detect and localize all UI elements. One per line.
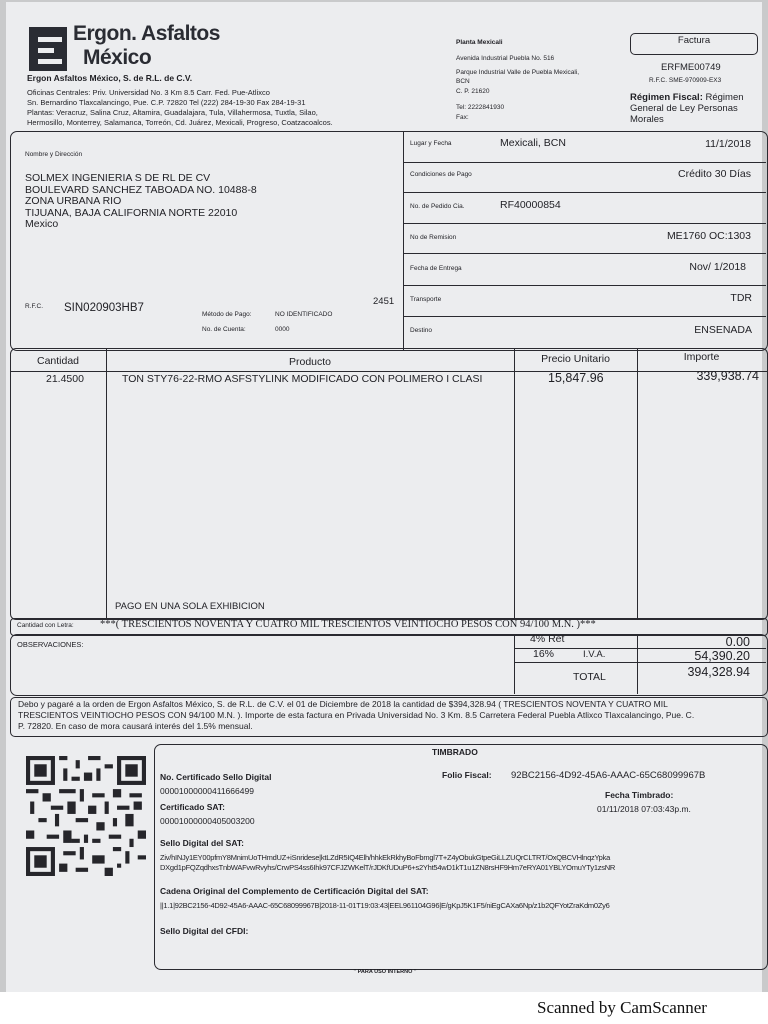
qr-code-icon (26, 756, 146, 876)
iva-rate: 16% (533, 648, 555, 660)
items-table (10, 348, 768, 620)
total-value: 394,328.94 (687, 665, 750, 679)
client-code: 2451 (373, 296, 395, 307)
iva-value: 54,390.20 (694, 649, 750, 663)
invoice-number: ERFME00749 (661, 62, 721, 73)
item-quantity: 21.4500 (46, 373, 84, 385)
company-address (27, 88, 333, 128)
promissory-note (18, 699, 694, 732)
plant-line (456, 96, 579, 103)
ret-label: 4% Ret (530, 633, 565, 645)
invoice-rfc: R.F.C. SME-970909-EX3 (649, 77, 722, 84)
sat-cert-label: Certificado SAT: (160, 802, 226, 812)
detail-value-right: Nov/ 1/2018 (689, 261, 746, 273)
detail-label: Lugar y Fecha (410, 140, 452, 147)
detail-value-right: Crédito 30 Días (678, 168, 751, 180)
plant-title: Planta Mexicali (456, 39, 503, 46)
item-unit-price: 15,847.96 (548, 371, 604, 385)
payment-method-label: Método de Pago: (202, 311, 252, 318)
plant-line: BCN (456, 78, 470, 85)
ergon-logo-icon (29, 27, 67, 71)
item-product: TON STY76-22-RMO ASFSTYLINK MODIFICADO CON POLIMERO I CLASI (122, 373, 483, 385)
detail-label: Transporte (410, 296, 442, 303)
client-line: SOLMEX INGENIERIA S DE RL DE CV (25, 172, 211, 184)
sat-seal-line: DXgd1pFQZqdhxsTnbWAFvwRvyhs/CrwPS4ss6Ihk97CFJZWKelT/rJDKfUDuP6+s2Yht54wD1kT1u1ZN8rsHF9Hm7eRYA01YBLYOmuYTy1zsNR (160, 863, 616, 872)
detail-label: Condiciones de Pago (410, 171, 472, 178)
detail-value-right: 11/1/2018 (705, 138, 751, 150)
detail-value: RF40000854 (500, 199, 561, 211)
stamp-title: TIMBRADO (432, 747, 478, 757)
item-amount: 339,938.74 (696, 369, 759, 383)
items-note: PAGO EN UNA SOLA EXHIBICION (115, 601, 265, 612)
company-address-line: Hermosillo, Monterrey, Salamanca, Torreón, Cd. Juárez, Mexicali, Progreso, Coatzacoalcos. (27, 118, 333, 127)
detail-label: No. de Pedido Cia. (410, 203, 465, 210)
promissory-line: Debo y pagaré a la orden de Ergon Asfaltos México, S. de R.L. de C.V. el 01 de Diciembre de 2018 la cantidad de $394,328.94 ( TRESCIENTOS NOVENTA Y CUATRO MIL (18, 699, 668, 709)
cfdi-seal-label: Sello Digital del CFDI: (160, 926, 249, 936)
payment-method: NO IDENTIFICADO (275, 311, 333, 318)
promissory-line: P. 72820. En caso de mora causará interés del 1.5% mensual. (18, 721, 253, 731)
plant-line: C. P. 21620 (456, 87, 490, 95)
column-header-product: Producto (288, 356, 332, 368)
plant-line: Avenida Industrial Puebla No. 516 (456, 55, 555, 62)
chain-label: Cadena Original del Complemento de Certificación Digital del SAT: (160, 886, 429, 896)
cert-label: No. Certificado Sello Digital (160, 772, 272, 782)
items-col-rule (637, 349, 638, 618)
sat-cert-value: 00001000000405003200 (160, 816, 255, 826)
detail-rule (403, 162, 766, 163)
detail-label: Destino (410, 327, 433, 334)
fiscal-regime-value: General de Ley Personas (630, 103, 738, 114)
plant-line: Parque Industrial Valle de Puebla Mexicali, (456, 68, 580, 76)
iva-label: I.V.A. (583, 649, 606, 660)
fiscal-regime-label: Régimen Fiscal: (630, 92, 703, 103)
observations-label: OBSERVACIONES: (17, 640, 84, 649)
detail-rule (403, 192, 766, 193)
client-line: BOULEVARD SANCHEZ TABOADA NO. 10488-8 (25, 183, 257, 196)
client-details-divider (403, 131, 404, 350)
account-number: 0000 (275, 326, 290, 333)
fiscal-regime-value: Morales (630, 114, 664, 125)
company-address-line: Oficinas Centrales: Priv. Universidad No. 3 Km 8.5 Carr. Fed. Pue-Atlixco (27, 88, 270, 97)
totals-divider (637, 634, 638, 694)
client-label: Nombre y Dirección (25, 151, 83, 158)
folio-value: 92BC2156-4D92-45A6-AAAC-65C68099967B (511, 770, 706, 781)
detail-value-right: ENSENADA (694, 324, 752, 336)
fiscal-regime (630, 92, 744, 125)
fiscal-regime-value: Régimen (705, 92, 744, 103)
items-col-rule (514, 349, 515, 618)
rfc-label: R.F.C. (25, 303, 44, 310)
client-line: TIJUANA, BAJA CALIFORNIA NORTE 22010 (25, 206, 238, 219)
company-address-line: Plantas: Veracruz, Salina Cruz, Altamira, Guadalajara, Tula, Villahermosa, Tuxtla, Silao, (27, 108, 318, 117)
chain-value: ||1.1|92BC2156-4D92-45A6-AAAC-65C68099967B|2018-11-01T19:03:43|EEL961104G96|E/gKpJ5K1F5/niEgCAXa6Np/z1b2QFYotZraKdm0Zy6 (160, 901, 610, 910)
company-logo-line1: Ergon. Asfaltos (73, 22, 220, 45)
client-line: ZONA URBANA RIO (25, 195, 122, 207)
company-address-line: Sn. Bernardino Tlaxcalancingo, Pue. C.P. 72820 Tel (222) 284-19-30 Fax 284-19-31 (27, 98, 306, 107)
client-address (25, 173, 257, 231)
ret-value: 0.00 (725, 635, 750, 649)
detail-rule (403, 316, 766, 317)
column-header-quantity: Cantidad (36, 355, 80, 367)
column-header-amount: Importe (683, 351, 720, 363)
plant-line: Fax: (456, 113, 469, 121)
scanner-watermark: Scanned by CamScanner (537, 998, 707, 1017)
detail-value: Mexicali, BCN (500, 137, 566, 149)
stamp-date-label: Fecha Timbrado: (605, 790, 674, 800)
sat-seal-label: Sello Digital del SAT: (160, 838, 244, 848)
detail-rule (403, 223, 766, 224)
amount-words-label: Cantidad con Letra: (17, 622, 74, 629)
items-col-rule (106, 349, 107, 618)
cert-value: 00001000000411666499 (160, 786, 254, 796)
invoice-label: Factura (677, 35, 711, 46)
plant-line: Tel: 2222841930 (456, 104, 505, 111)
plant-address (456, 54, 579, 122)
sat-seal-line: Ziv/hINJy1EY00pfmY8MnimUoTHmdUZ+iSnridese|ktLZdR5IQ4Elh/hhkEkRkhyBoFbmgl7T+Z4yObukGtpeGiLLZUQrCLTRT/OxQBCVHlnqzYpka (160, 853, 611, 862)
company-logo-line2: México (83, 46, 152, 69)
detail-rule (403, 285, 766, 286)
account-label: No. de Cuenta: (202, 326, 246, 333)
client-line: Mexico (25, 218, 59, 230)
detail-value-right: TDR (730, 292, 752, 304)
detail-label: Fecha de Entrega (410, 265, 462, 272)
total-label: TOTAL (573, 671, 606, 683)
column-header-unit-price: Precio Unitario (541, 353, 610, 365)
amount-words-value: ***( TRESCIENTOS NOVENTA Y CUATRO MIL TRESCIENTOS VEINTIOCHO PESOS CON 94/100 M.N. )*** (100, 619, 596, 630)
detail-value-right: ME1760 OC:1303 (666, 230, 751, 242)
detail-label: No de Remision (410, 234, 457, 241)
detail-rule (403, 253, 766, 254)
promissory-line: TRESCIENTOS VEINTIOCHO PESOS CON 94/100 M.N. ). Importe de esta factura en Privada Universidad No. 3 Km. 8.5 Carretera Federal Puebla Atlixco Tlaxcalancingo, Pue. C. (18, 710, 695, 720)
internal-use-label: " PARA USO INTERNO " (353, 969, 417, 975)
client-rfc: SIN020903HB7 (64, 302, 144, 314)
folio-label: Folio Fiscal: (442, 770, 492, 780)
company-legal-name: Ergon Asfaltos México, S. de R.L. de C.V. (27, 73, 193, 83)
totals-divider (514, 634, 515, 694)
stamp-date-value: 01/11/2018 07:03:43p.m. (597, 804, 691, 814)
